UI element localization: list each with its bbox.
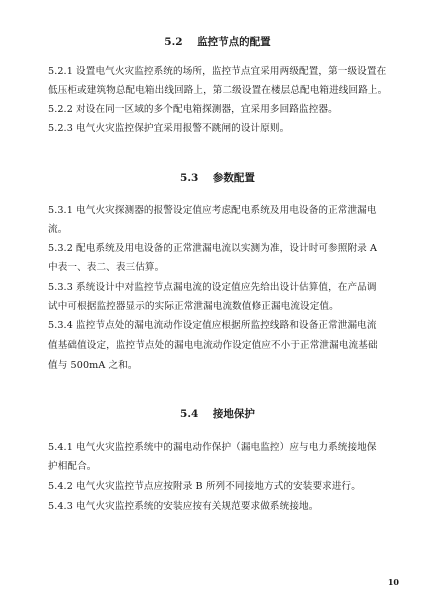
section-5-4-line: 护相配合。 <box>48 461 97 472</box>
section-5-2-line: 低压柜或建筑物总配电箱出线回路上，第二级设置在楼层总配电箱进线回路上。 <box>48 85 388 96</box>
section-5-3-line: 5.3.1 电气火灾探测器的报警设定值应考虑配电系统及用电设备的正常泄漏电 <box>48 205 377 216</box>
section-5-4-line: 5.4.1 电气火灾监控系统中的漏电动作保护（漏电监控）应与电力系统接地保 <box>48 442 377 453</box>
section-5-2-line: 5.2.3 电气火灾监控保护宜采用报警不跳闸的设计原则。 <box>48 123 290 134</box>
section-5-4-line: 5.4.3 电气火灾监控系统的安装应按有关规范要求做系统接地。 <box>48 501 319 512</box>
section-5-3-line: 值与 500mA 之和。 <box>48 360 138 371</box>
section-5-3-line: 值基础值设定，监控节点处的漏电电流动作设定值应不小于正常泄漏电流基础 <box>48 340 378 351</box>
section-5-3-line: 5.3.3 系统设计中对监控节点漏电流的设定值应先给出设计估算值，在产品调 <box>48 282 377 293</box>
page-number: 10 <box>387 577 399 587</box>
section-5-2-line: 5.2.1 设置电气火灾监控系统的场所，监控节点宜采用两级配置，第一级设置在 <box>48 66 387 77</box>
section-5-2-line: 5.2.2 对设在同一区域的多个配电箱探测器，宜采用多回路监控器。 <box>48 104 338 115</box>
section-5-4-line: 5.4.2 电气火灾监控节点应按附录 B 所列不同接地方式的安装要求进行。 <box>48 481 361 492</box>
section-5-3-line: 中表一、表二、表三估算。 <box>48 262 165 273</box>
section-heading-5-2: 5.2 监控节点的配置 <box>164 36 271 48</box>
section-5-3-line: 试中可根据监控器显示的实际正常泄漏电流数值修正漏电流设定值。 <box>48 301 339 312</box>
section-heading-5-4: 5.4 接地保护 <box>180 408 255 420</box>
section-heading-5-3: 5.3 参数配置 <box>180 172 255 184</box>
section-5-3-line: 5.3.4 监控节点处的漏电流动作设定值应根据所监控线路和设备正常泄漏电流 <box>48 320 377 331</box>
section-5-3-line: 流。 <box>48 224 68 235</box>
section-5-3-line: 5.3.2 配电系统及用电设备的正常泄漏电流以实测为准，设计时可参照附录 A <box>48 243 378 254</box>
